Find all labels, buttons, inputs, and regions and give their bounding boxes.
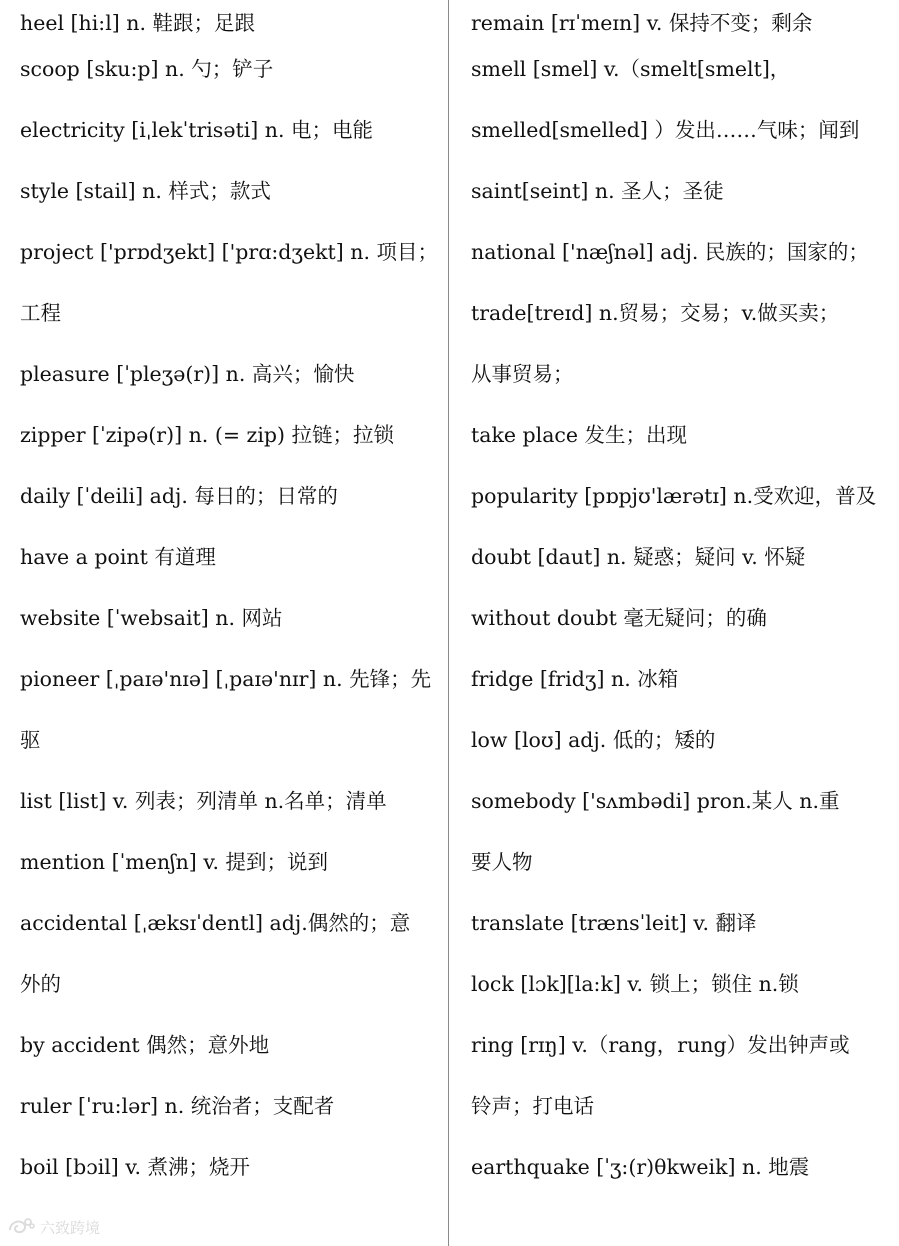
vocab-line: zipper [ˈzipə(r)] n. (= zip) 拉链；拉锁 — [20, 423, 395, 447]
vocab-line: list [list] v. 列表；列清单 n.名单；清单 — [20, 789, 387, 813]
column-divider — [448, 0, 449, 1246]
vocab-line: 要人物 — [471, 850, 533, 874]
vocab-line: translate [trænsˈleit] v. 翻译 — [471, 911, 757, 935]
vocab-line: saint[seint] n. 圣人；圣徒 — [471, 179, 724, 203]
right-vocabulary-column — [471, 0, 891, 1205]
vocab-line: mention [ˈmenʃn] v. 提到；说到 — [20, 850, 329, 874]
vocab-line: somebody ['sʌmbədi] pron.某人 n.重 — [471, 789, 840, 813]
vocab-line: 驱 — [20, 728, 41, 752]
vocab-line: earthquake [ˈʒ:(r)θkweik] n. 地震 — [471, 1155, 810, 1179]
camera-swirl-icon — [6, 1216, 36, 1238]
vocab-line: doubt [daut] n. 疑惑；疑问 v. 怀疑 — [471, 545, 806, 569]
watermark — [6, 1214, 100, 1240]
vocab-line: 外的 — [20, 972, 61, 996]
vocab-line: 铃声；打电话 — [471, 1094, 594, 1118]
vocab-line: take place 发生；出现 — [471, 423, 688, 447]
vocab-line: by accident 偶然；意外地 — [20, 1033, 270, 1057]
vocab-line: style [stail] n. 样式；款式 — [20, 179, 271, 203]
vocab-line: boil [bɔil] v. 煮沸；烧开 — [20, 1155, 251, 1179]
vocab-line: lock [lɔk][la:k] v. 锁上；锁住 n.锁 — [471, 972, 799, 996]
vocab-line: pioneer [ˌpaɪə'nɪə] [ˌpaɪə'nɪr] n. 先锋；先 — [20, 667, 432, 691]
vocab-line: smell [smel] v.（smelt[smelt]， — [471, 57, 791, 81]
vocab-line: without doubt 毫无疑问；的确 — [471, 606, 767, 630]
vocab-line: popularity [pɒpjʊ'lærətɪ] n.受欢迎，普及 — [471, 484, 877, 508]
vocab-line: low [loʊ] adj. 低的；矮的 — [471, 728, 716, 752]
vocab-line: have a point 有道理 — [20, 545, 216, 569]
vocab-line: ring [rɪŋ] v.（rang，rung）发出钟声或 — [471, 1033, 850, 1057]
vocab-line: 工程 — [20, 301, 61, 325]
vocab-line: remain [rɪˈmeɪn] v. 保持不变；剩余 — [471, 11, 813, 35]
vocab-line: scoop [sku:p] n. 勺；铲子 — [20, 57, 274, 81]
vocab-line: fridge [fridʒ] n. 冰箱 — [471, 667, 679, 691]
vocab-line: smelled[smelled] ）发出……气味；闻到 — [471, 118, 860, 142]
left-vocabulary-column — [20, 0, 440, 1205]
vocab-line: website [ˈwebsait] n. 网站 — [20, 606, 283, 630]
vocab-line: daily [ˈdeili] adj. 每日的；日常的 — [20, 484, 338, 508]
vocab-line: accidental [ˌæksɪˈdentl] adj.偶然的；意 — [20, 911, 411, 935]
vocab-line: heel [hi:l] n. 鞋跟；足跟 — [20, 11, 256, 35]
vocab-line: national ['næʃnəl] adj. 民族的；国家的； — [471, 240, 869, 264]
vocab-line: trade[treɪd] n.贸易；交易；v.做买卖； — [471, 301, 840, 325]
vocab-line: project ['prɒdʒekt] ['prɑ:dʒekt] n. 项目； — [20, 240, 438, 264]
vocab-line: 从事贸易； — [471, 362, 574, 386]
watermark-text: 六致跨境 — [40, 1218, 101, 1237]
vocab-line: ruler [ˈru:lər] n. 统治者；支配者 — [20, 1094, 335, 1118]
vocab-line: electricity [iˌlekˈtrisəti] n. 电；电能 — [20, 118, 373, 142]
vocab-line: pleasure [ˈpleʒə(r)] n. 高兴；愉快 — [20, 362, 355, 386]
